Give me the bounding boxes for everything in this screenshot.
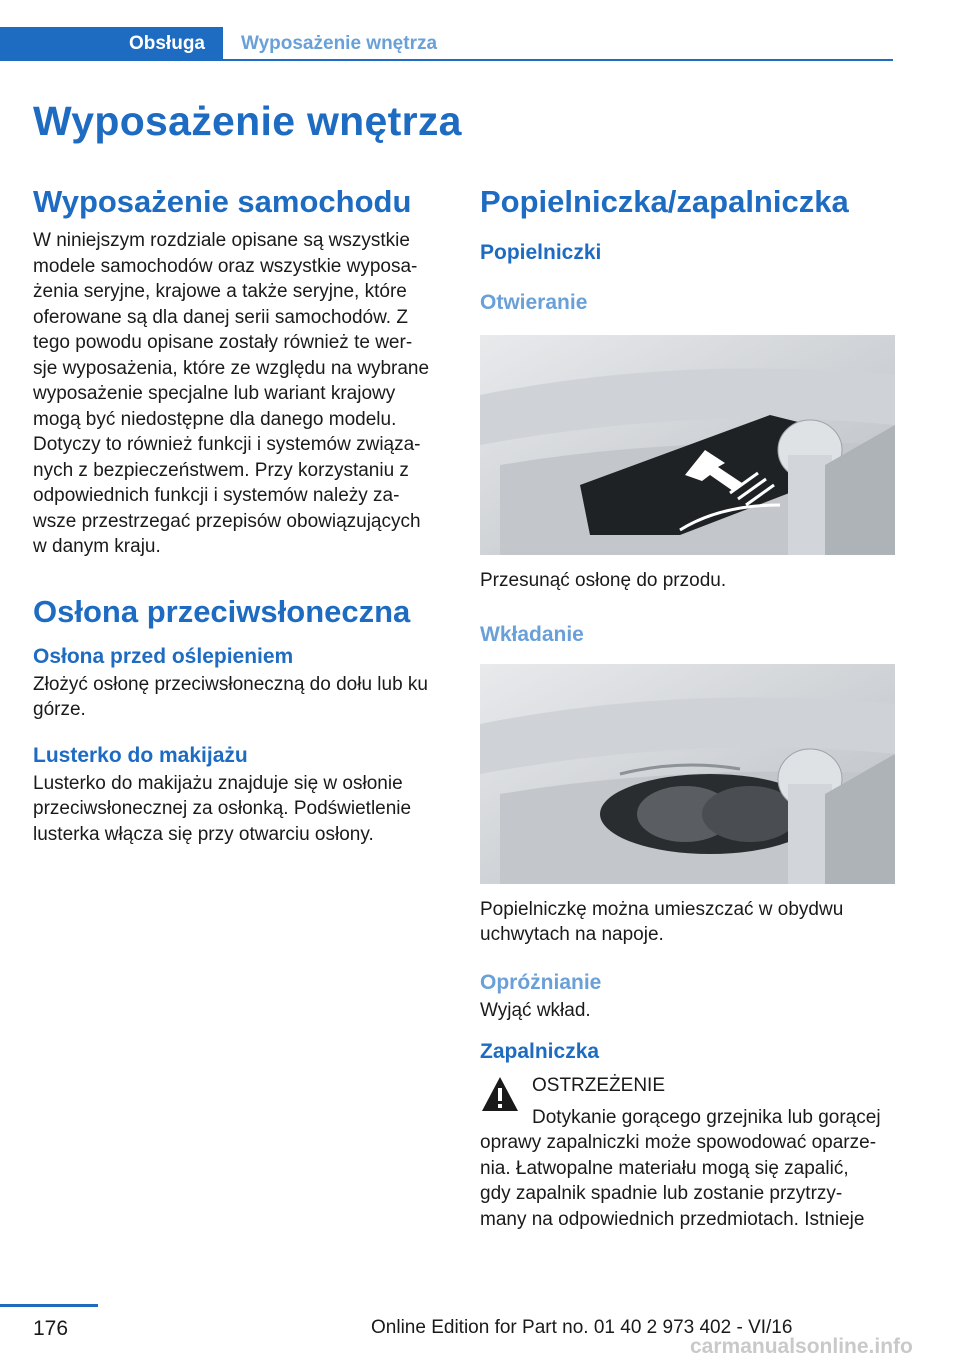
header-divider <box>0 59 893 61</box>
console-illustration-open <box>480 335 895 555</box>
text-line: wsze przestrzegać przepisów obowiązujących <box>33 510 421 532</box>
text-line: żenia seryjne, krajowe a także seryjne, które <box>33 281 407 302</box>
section-title-ashtray-lighter: Popielniczka/zapalniczka <box>480 184 849 219</box>
text-line: przeciwsłonecznej za osłonką. Podświetlenie <box>33 798 412 819</box>
tab-obsluga[interactable]: Obsługa <box>0 27 223 60</box>
mirror-paragraph <box>33 771 451 848</box>
left-column <box>33 180 451 847</box>
text-line: modele samochodów oraz wszystkie wyposa‐ <box>33 255 418 277</box>
caption-inserting <box>480 897 898 948</box>
subsection-title-lighter: Zapalniczka <box>480 1040 600 1063</box>
caption-opening: Przesunąć osłonę do przodu. <box>480 570 727 591</box>
text-line: nych z bezpieczeństwem. Przy korzystaniu z <box>33 459 409 481</box>
console-illustration-insert <box>480 664 895 884</box>
subsection-title-opening: Otwieranie <box>480 291 588 314</box>
text-line: wyposażenie specjalne lub wariant krajowy <box>33 383 396 404</box>
text-line: odpowiednich funkcji i systemów należy za‐ <box>33 485 400 506</box>
text-line: Lusterko do makijażu znajduje się w osłonie <box>33 772 403 794</box>
tab-section[interactable]: Wyposażenie wnętrza <box>241 32 438 54</box>
warning-label: OSTRZEŻENIE <box>532 1075 666 1096</box>
text-line: W niniejszym rozdziale opisane są wszystkie <box>33 230 410 251</box>
subsection-title-glare: Osłona przed oślepieniem <box>33 644 294 668</box>
warning-triangle-icon <box>480 1075 520 1113</box>
text-line: oferowane są dla danej serii samochodów. Z <box>33 306 408 328</box>
warning-first-line: Dotykanie gorącego grzejnika lub gorącej <box>532 1106 881 1128</box>
glare-paragraph <box>33 672 451 723</box>
right-column <box>480 180 898 1232</box>
text-line: lusterka włącza się przy otwarciu osłony. <box>33 823 374 845</box>
footer-divider <box>0 1304 98 1307</box>
text-line: mogą być niedostępne dla danego modelu. <box>33 408 397 430</box>
warning-block <box>480 1073 898 1232</box>
text-line: w danym kraju. <box>33 536 161 557</box>
edition-note: Online Edition for Part no. 01 40 2 973 402 - VI/16 <box>371 1317 793 1338</box>
text-line: tego powodu opisane zostały również te wer‐ <box>33 332 413 353</box>
page-number: 176 <box>33 1317 69 1340</box>
subsection-title-ashtrays: Popielniczki <box>480 241 602 264</box>
equipment-paragraph <box>33 228 451 560</box>
subsection-title-mirror: Lusterko do makijażu <box>33 743 248 767</box>
text-line: uchwytach na napoje. <box>480 924 664 945</box>
ashtray-inserting-image <box>480 664 895 884</box>
section-title-equipment: Wyposażenie samochodu <box>33 184 412 219</box>
text-line: nia. Łatwopalne materiału mogą się zapalić, <box>480 1157 849 1179</box>
subsection-title-emptying: Opróżnianie <box>480 970 602 994</box>
text-line: górze. <box>33 699 86 720</box>
emptying-text: Wyjąć wkład. <box>480 999 591 1021</box>
text-line: oprawy zapalniczki może spowodować oparze‐ <box>480 1132 877 1153</box>
text-line: Popielniczkę można umieszczać w obydwu <box>480 898 844 920</box>
page-title: Wyposażenie wnętrza <box>33 98 462 144</box>
text-line: many na odpowiednich przedmiotach. Istnieje <box>480 1208 865 1230</box>
subsection-title-inserting: Wkładanie <box>480 622 584 646</box>
watermark: carmanualsonline.info <box>690 1335 913 1358</box>
ashtray-opening-image <box>480 335 895 555</box>
text-line: Dotyczy to również funkcji i systemów związa‐ <box>33 434 421 455</box>
text-line: gdy zapalnik spadnie lub zostanie przytrzy‐ <box>480 1183 843 1204</box>
text-line: sje wyposażenia, które ze względu na wybrane <box>33 357 430 379</box>
section-title-sun-visor: Osłona przeciwsłoneczna <box>33 593 411 629</box>
text-line: Złożyć osłonę przeciwsłoneczną do dołu lub ku <box>33 673 428 695</box>
